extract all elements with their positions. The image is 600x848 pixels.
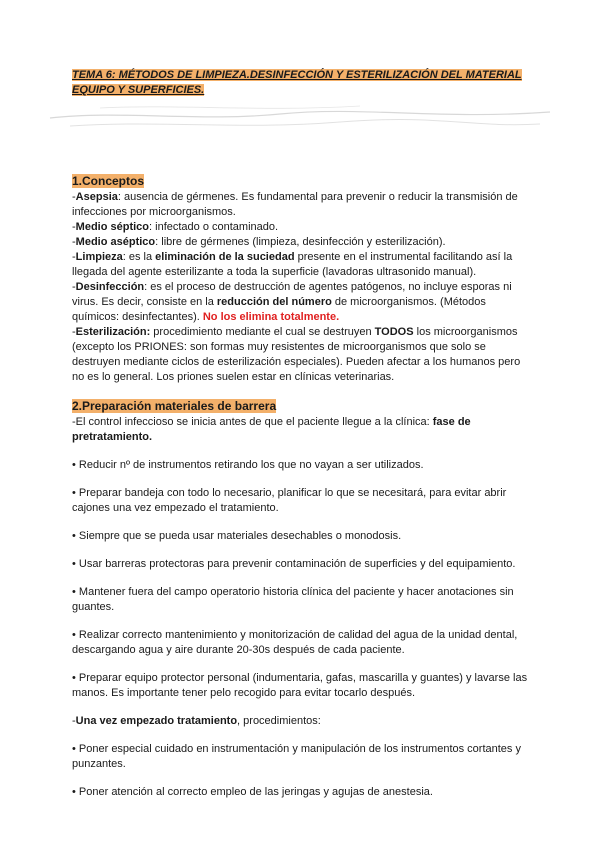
list-item: • Poner atención al correcto empleo de las jeringas y agujas de anestesia. <box>72 786 433 798</box>
document-title: TEMA 6: MÉTODOS DE LIMPIEZA.DESINFECCIÓN Y ESTERILIZACIÓN DEL MATERIAL EQUIPO Y SUPERFICIES. <box>72 69 522 96</box>
list-item: • Mantener fuera del campo operatorio historia clínica del paciente y hacer anotaciones sin guantes. <box>72 586 514 613</box>
list-item: • Reducir nº de instrumentos retirando los que no vayan a ser utilizados. <box>72 459 424 471</box>
section-heading-barrera: 2.Preparación materiales de barrera <box>72 399 277 413</box>
list-item: • Usar barreras protectoras para prevenir contaminación de superficies y del equipamiento. <box>72 558 516 570</box>
list-item: • Realizar correcto mantenimiento y monitorización de calidad del agua de la unidad dental, descargando agua y aire durante 20-30s después de cada paciente. <box>72 629 518 656</box>
def-medio-aseptico: -Medio aséptico: libre de gérmenes (limpieza, desinfección y esterilización). <box>72 236 446 248</box>
list-item: • Preparar equipo protector personal (indumentaria, gafas, mascarilla y guantes) y lavarse las manos. Es importante tener pelo recogido para evitar tocarlo después. <box>72 672 528 699</box>
def-limpieza: -Limpieza: es la eliminación de la suciedad presente en el instrumental facilitando así la llegada del agente esterilizante a toda la superficie (lavadoras ultrasonido manual). <box>72 251 513 278</box>
list-item: • Poner especial cuidado en instrumentación y manipulación de los instrumentos cortantes y punzantes. <box>72 743 521 770</box>
intro-pretratamiento: -El control infeccioso se inicia antes de que el paciente llegue a la clínica: fase de pretratamiento. <box>72 416 471 443</box>
document-page <box>72 68 532 800</box>
list-item: • Siempre que se pueda usar materiales desechables o monodosis. <box>72 530 402 542</box>
list-item: • Preparar bandeja con todo lo necesario, planificar lo que se necesitará, para evitar abrir cajones una vez empezado el tratamiento. <box>72 487 507 514</box>
def-medio-septico: -Medio séptico: infectado o contaminado. <box>72 221 279 233</box>
during-treatment-heading: -Una vez empezado tratamiento, procedimientos: <box>72 715 321 727</box>
def-asepsia: -Asepsia: ausencia de gérmenes. Es fundamental para prevenir o reducir la transmisión de infecciones por microorganismos. <box>72 191 518 218</box>
def-desinfeccion: -Desinfección: es el proceso de destrucción de agentes patógenos, no incluye esporas ni virus. Es decir, consiste en la reducción del número de microorganismos. (Métodos químicos: desinfectantes). No los elimina totalmente. <box>72 281 512 323</box>
def-esterilizacion: -Esterilización: procedimiento mediante el cual se destruyen TODOS los microorganismos (excepto los PRIONES: son formas muy resistentes de microorganismos que solo se destruyen mediante ciclos de esterilización especiales). Pueden afectar a los humanos pero no es lo general. Los priones suelen estar en clínicas veterinarias. <box>72 326 521 383</box>
section-heading-conceptos: 1.Conceptos <box>72 174 145 188</box>
